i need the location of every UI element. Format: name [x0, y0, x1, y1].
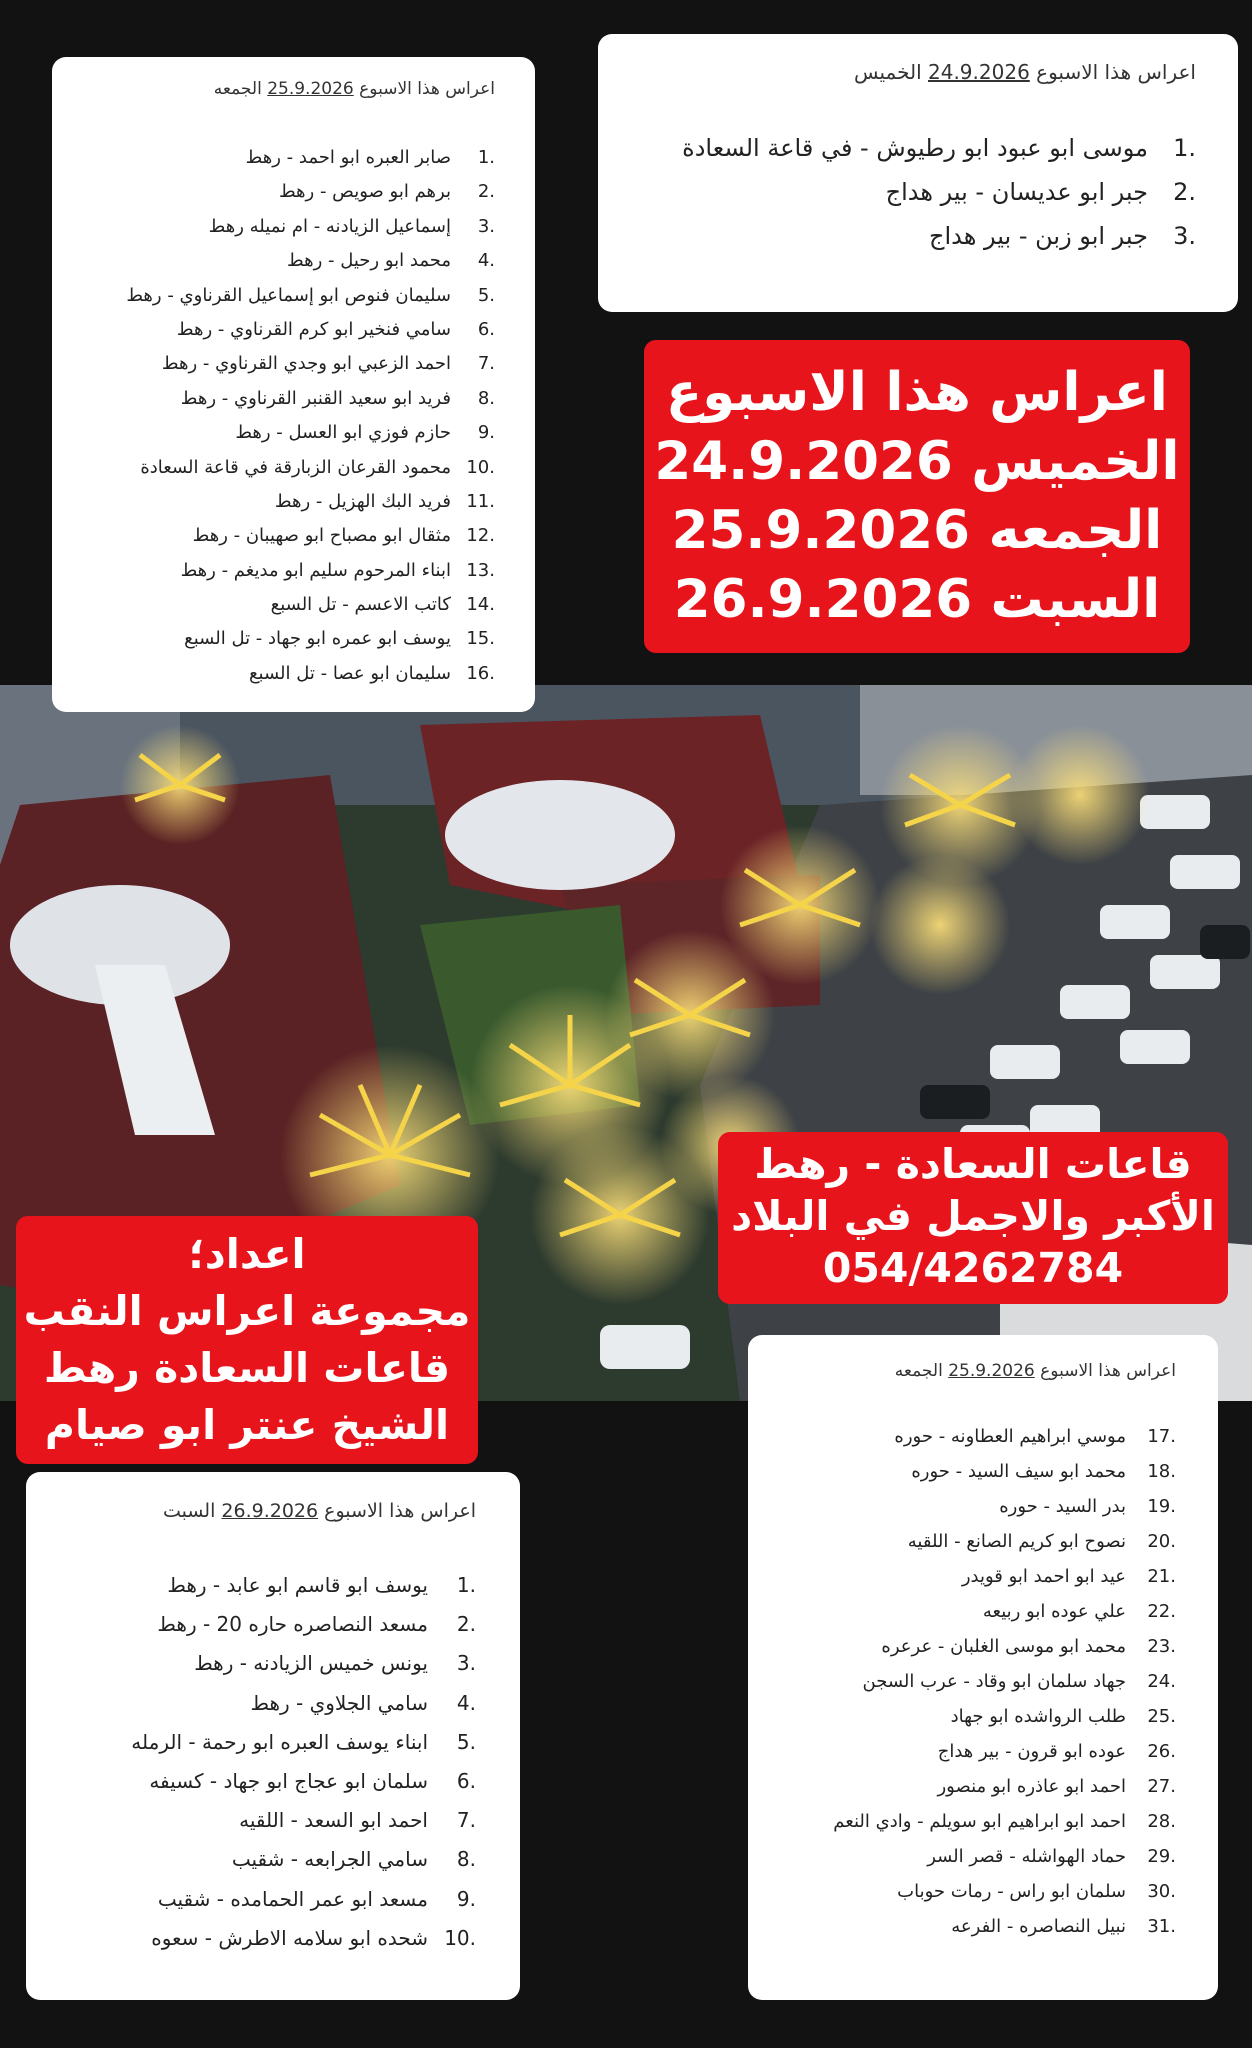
item-text: ابناء المرحوم سليم ابو مديغم - رهط: [180, 559, 451, 581]
list-item: [758, 1699, 1176, 1734]
item-number: 1.: [1173, 134, 1196, 162]
list-item: [72, 347, 495, 381]
item-text: صابر العبره ابو احمد - رهط: [245, 147, 451, 168]
item-text: محمد ابو سيف السيد - حوره: [911, 1461, 1126, 1482]
list-item: [72, 210, 495, 244]
list-item: [758, 1874, 1176, 1909]
banner-line: الأكبر والاجمل في البلاد: [731, 1192, 1215, 1240]
list-item: [758, 1839, 1176, 1874]
list-item: [36, 1919, 476, 1958]
item-number: 9.: [456, 1886, 476, 1911]
title-date: 25.9.2026: [948, 1361, 1035, 1381]
list-item: [618, 126, 1196, 170]
thursday-weddings-card: [598, 34, 1238, 312]
weddings-list: [758, 1419, 1176, 1944]
item-text: إسماعيل الزيادنه - ام نميله رهط: [208, 215, 451, 237]
list-item: [72, 416, 495, 450]
item-number: 2.: [477, 181, 495, 203]
item-number: 13.: [466, 559, 495, 581]
item-number: 27.: [1147, 1776, 1176, 1797]
item-number: 6.: [477, 318, 495, 340]
item-text: كاتب الاعسم - تل السبع: [270, 594, 451, 616]
item-text: مثقال ابو مصباح ابو صهيبان - رهط: [192, 525, 451, 547]
card-title: [618, 60, 1196, 84]
card-title: [758, 1361, 1176, 1381]
list-item: [618, 214, 1196, 258]
item-text: عيد ابو احمد ابو قويدر: [961, 1566, 1126, 1587]
list-item: [72, 554, 495, 588]
item-number: 28.: [1147, 1811, 1176, 1832]
list-item: [72, 485, 495, 519]
item-text: طلب الرواشده ابو جهاد: [950, 1706, 1126, 1727]
list-item: [36, 1723, 476, 1762]
item-number: 2.: [1173, 178, 1196, 206]
list-item: [72, 588, 495, 622]
list-item: [758, 1524, 1176, 1559]
item-text: احمد ابو ابراهيم ابو سويلم - وادي النعم: [833, 1811, 1126, 1832]
credits-banner: [16, 1216, 478, 1464]
title-day: الخميس: [853, 60, 922, 84]
item-text: سامي الجرابعه - شقيب: [231, 1847, 428, 1872]
item-number: 26.: [1147, 1741, 1176, 1762]
item-number: 10.: [444, 1925, 476, 1950]
item-number: 18.: [1147, 1461, 1176, 1482]
list-item: [72, 382, 495, 416]
item-text: شحده ابو سلامه الاطرش - سعوه: [151, 1925, 428, 1950]
phone-number: 054/4262784: [822, 1244, 1124, 1292]
list-item: [758, 1559, 1176, 1594]
list-item: [72, 244, 495, 278]
item-number: 21.: [1147, 1566, 1176, 1587]
list-item: [72, 451, 495, 485]
item-text: مسعد النصاصره حاره 20 - رهط: [157, 1612, 428, 1637]
list-item: [72, 175, 495, 209]
list-item: [36, 1801, 476, 1840]
title-day: الجمعه: [894, 1361, 943, 1381]
item-text: فريد ابو سعيد القنبر القرناوي - رهط: [180, 387, 451, 409]
list-item: [36, 1762, 476, 1801]
saturday-weddings-card: [26, 1472, 520, 2000]
list-item: [758, 1594, 1176, 1629]
item-text: حماد الهواشله - قصر السر: [927, 1846, 1126, 1867]
item-text: محمد ابو رحيل - رهط: [287, 250, 451, 272]
item-text: سليمان ابو عصا - تل السبع: [248, 662, 451, 684]
list-item: [36, 1684, 476, 1723]
item-text: سامي الجلاوي - رهط: [250, 1690, 428, 1715]
list-item: [36, 1566, 476, 1605]
card-title: [36, 1500, 476, 1522]
list-item: [72, 279, 495, 313]
item-number: 3.: [477, 215, 495, 237]
item-text: سليمان فنوص ابو إسماعيل القرناوي - رهط: [126, 284, 451, 306]
list-item: [72, 313, 495, 347]
item-text: سلمان ابو عجاج ابو جهاد - كسيفه: [149, 1768, 428, 1793]
item-text: يوسف ابو عمره ابو جهاد - تل السبع: [184, 628, 451, 650]
item-number: 3.: [456, 1651, 476, 1676]
weddings-list: [36, 1566, 476, 1958]
title-prefix: اعراس هذا الاسبوع: [324, 1500, 476, 1522]
item-number: 8.: [477, 387, 495, 409]
item-text: احمد ابو السعد - اللقيه: [239, 1808, 428, 1833]
item-number: 30.: [1147, 1881, 1176, 1902]
item-text: محمود القرعان الزبارقة في قاعة السعادة: [140, 456, 451, 478]
card-title: [72, 79, 495, 99]
item-number: 19.: [1147, 1496, 1176, 1517]
list-item: [758, 1909, 1176, 1944]
title-date: 25.9.2026: [267, 79, 354, 99]
hall-ad-banner: [718, 1132, 1228, 1304]
banner-line: الشيخ عنتر ابو صيام: [44, 1401, 450, 1449]
item-text: يونس خميس الزيادنه - رهط: [194, 1651, 428, 1676]
item-number: 2.: [456, 1612, 476, 1637]
item-number: 4.: [456, 1690, 476, 1715]
banner-line: اعداد؛: [188, 1230, 306, 1278]
item-number: 24.: [1147, 1671, 1176, 1692]
item-text: موسي ابراهيم العطاونه - حوره: [894, 1426, 1126, 1447]
item-text: سامي فنخير ابو كرم القرناوي - رهط: [176, 318, 451, 340]
item-number: 29.: [1147, 1846, 1176, 1867]
week-dates-banner: [644, 340, 1190, 653]
item-number: 9.: [477, 422, 495, 444]
list-item: [758, 1419, 1176, 1454]
item-number: 8.: [456, 1847, 476, 1872]
title-prefix: اعراس هذا الاسبوع: [359, 79, 495, 99]
list-item: [36, 1840, 476, 1879]
item-number: 5.: [477, 284, 495, 306]
title-prefix: اعراس هذا الاسبوع: [1040, 1361, 1176, 1381]
banner-line: الجمعه 25.9.2026: [671, 500, 1163, 561]
banner-line: قاعات السعادة رهط: [43, 1344, 451, 1392]
item-number: 16.: [466, 662, 495, 684]
banner-line: مجموعة اعراس النقب: [23, 1287, 471, 1335]
banner-line: قاعات السعادة - رهط: [754, 1140, 1192, 1188]
friday-weddings-card-2: [748, 1335, 1218, 2000]
list-item: [758, 1629, 1176, 1664]
item-number: 4.: [477, 250, 495, 272]
list-item: [758, 1664, 1176, 1699]
list-item: [36, 1644, 476, 1683]
item-number: 20.: [1147, 1531, 1176, 1552]
list-item: [72, 519, 495, 553]
list-item: [758, 1489, 1176, 1524]
item-number: 7.: [456, 1808, 476, 1833]
list-item: [72, 622, 495, 656]
list-item: [758, 1734, 1176, 1769]
item-number: 14.: [466, 594, 495, 616]
item-text: موسى ابو عبود ابو رطيوش - في قاعة السعادة: [682, 134, 1148, 162]
item-number: 25.: [1147, 1706, 1176, 1727]
list-item: [36, 1605, 476, 1644]
item-text: احمد الزعبي ابو وجدي القرناوي - رهط: [161, 353, 451, 375]
list-item: [72, 141, 495, 175]
item-number: 17.: [1147, 1426, 1176, 1447]
title-day: الجمعه: [213, 79, 262, 99]
item-number: 22.: [1147, 1601, 1176, 1622]
item-number: 1.: [477, 147, 495, 168]
list-item: [758, 1769, 1176, 1804]
item-number: 3.: [1173, 222, 1196, 250]
item-number: 11.: [466, 490, 495, 512]
item-number: 6.: [456, 1768, 476, 1793]
item-number: 5.: [456, 1729, 476, 1754]
title-prefix: اعراس هذا الاسبوع: [1036, 60, 1196, 84]
item-text: بدر السيد - حوره: [999, 1496, 1126, 1517]
item-text: جبر ابو زبن - بير هداج: [929, 222, 1148, 250]
banner-line: السبت 26.9.2026: [673, 569, 1161, 630]
item-text: جبر ابو عديسان - بير هداج: [885, 178, 1148, 206]
list-item: [758, 1804, 1176, 1839]
item-number: 1.: [456, 1573, 476, 1597]
item-text: فريد البك الهزيل - رهط: [274, 490, 451, 512]
item-text: عوده ابو قرون - بير هداج: [937, 1741, 1126, 1762]
item-number: 7.: [477, 353, 495, 375]
item-text: ابناء يوسف العبره ابو رحمة - الرمله: [131, 1729, 428, 1754]
title-date: 26.9.2026: [221, 1500, 319, 1522]
list-item: [758, 1454, 1176, 1489]
item-text: حازم فوزي ابو العسل - رهط: [235, 422, 451, 444]
banner-line: اعراس هذا الاسبوع: [666, 362, 1168, 423]
list-item: [36, 1880, 476, 1919]
item-text: مسعد ابو عمر الحمامده - شقيب: [157, 1886, 428, 1911]
weddings-list: [618, 126, 1196, 258]
item-text: يوسف ابو قاسم ابو عابد - رهط: [167, 1573, 428, 1597]
item-number: 15.: [466, 628, 495, 650]
item-text: سلمان ابو راس - رمات حوباب: [897, 1881, 1126, 1902]
item-text: برهم ابو صويص - رهط: [278, 181, 451, 203]
item-number: 12.: [466, 525, 495, 547]
item-text: نبيل النصاصره - الفرعه: [951, 1916, 1126, 1937]
list-item: [618, 170, 1196, 214]
title-date: 24.9.2026: [928, 60, 1030, 84]
banner-line: الخميس 24.9.2026: [654, 431, 1180, 492]
item-text: محمد ابو موسى الغلبان - عرعره: [881, 1636, 1126, 1657]
friday-weddings-card-1: [52, 57, 535, 712]
item-number: 10.: [466, 456, 495, 478]
list-item: [72, 657, 495, 691]
item-text: نصوح ابو كريم الصانع - اللقيه: [907, 1531, 1126, 1552]
title-day: السبت: [162, 1500, 216, 1522]
item-text: جهاد سلمان ابو وقاد - عرب السجن: [862, 1671, 1126, 1692]
weddings-list: [72, 141, 495, 691]
item-number: 23.: [1147, 1636, 1176, 1657]
item-text: احمد ابو عاذره ابو منصور: [937, 1776, 1126, 1797]
item-number: 31.: [1147, 1916, 1176, 1937]
item-text: علي عوده ابو ربيعه: [982, 1601, 1126, 1622]
